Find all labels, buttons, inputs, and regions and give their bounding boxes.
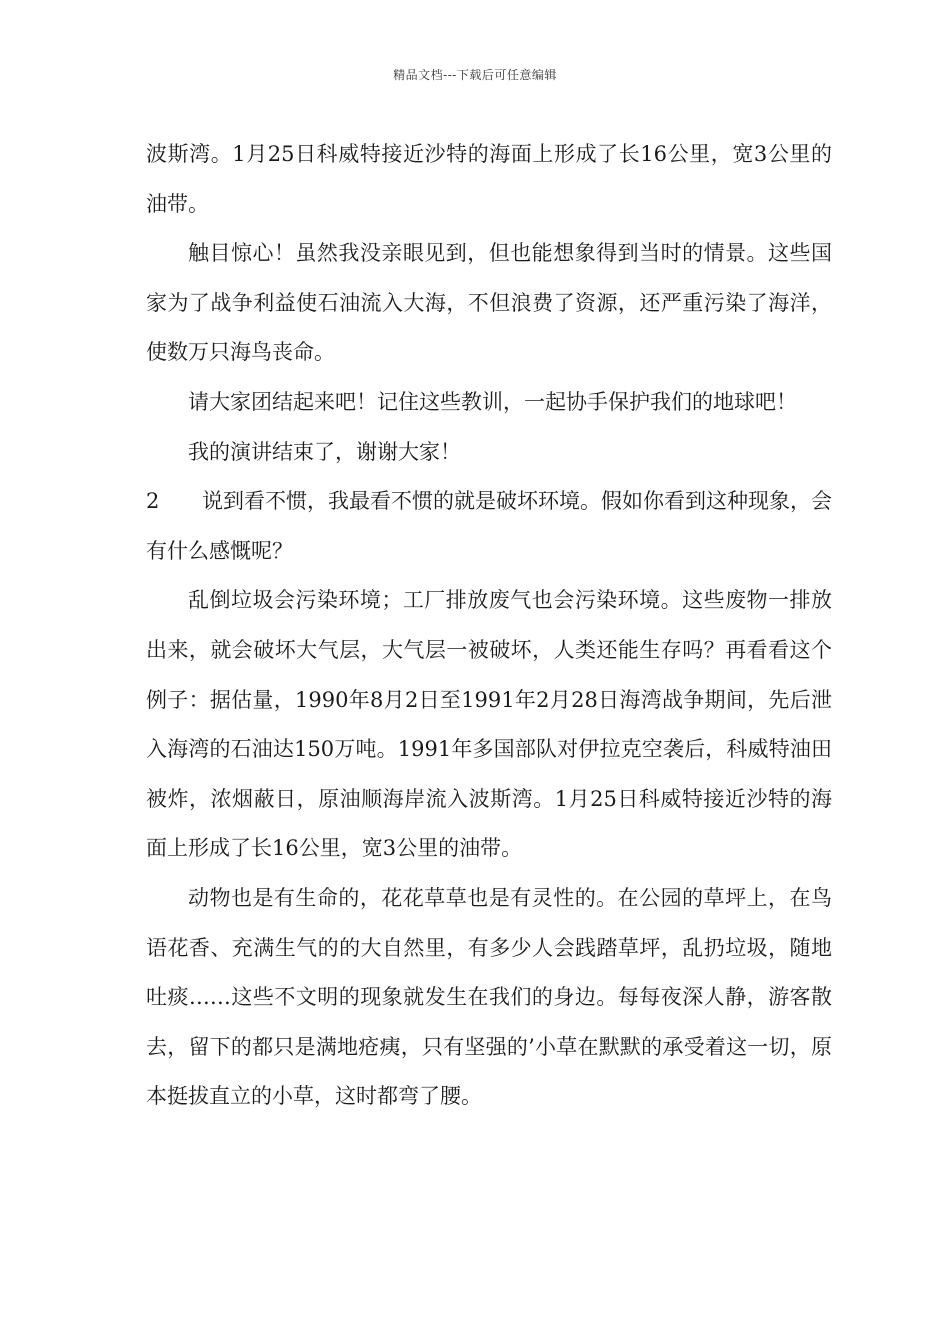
paragraph: 动物也是有生命的，花花草草也是有灵性的。在公园的草坪上，在鸟语花香、充满生气的的大自然里，有多少人会践踏草坪，乱扔垃圾，随地吐痰……这些不文明的现象就发生在我们的身边。每每夜深人静，游客散去，留下的都只是满地疮痍，只有坚强的’小草在默默的承受着这一切，原本挺拔直立的小草，这时都弯了腰。	[146, 885, 832, 1109]
paragraph: 波斯湾。1月25日科威特接近沙特的海面上形成了长16公里，宽3公里的油带。	[146, 142, 832, 216]
paragraph: 我的演讲结束了，谢谢大家！	[188, 439, 461, 464]
paragraph: 请大家团结起来吧！记住这些教训，一起协手保护我们的地球吧！	[188, 389, 797, 414]
page-header: 精品文档---下载后可任意编辑	[393, 68, 557, 82]
paragraph-text: 说到看不惯，我最看不惯的就是破坏环境。假如你看到这种现象，会有什么感慨呢？	[146, 489, 832, 563]
document-body	[146, 130, 832, 1122]
section-number: 2	[146, 489, 160, 514]
paragraph: 乱倒垃圾会污染环境；工厂排放废气也会污染环境。这些废物一排放出来，就会破坏大气层，大气层一被破坏，人类还能生存吗？再看看这个例子：据估量，1990年8月2日至1991年2月28日海湾战争期间，先后泄入海湾的石油达150万吨。1991年多国部队对伊拉克空袭后，科威特油田被炸，浓烟蔽日，原油顺海岸流入波斯湾。1月25日科威特接近沙特的海面上形成了长16公里，宽3公里的油带。	[146, 588, 832, 861]
numbered-paragraph	[146, 477, 832, 576]
paragraph: 触目惊心！虽然我没亲眼见到，但也能想象得到当时的情景。这些国家为了战争利益使石油流入大海，不但浪费了资源，还严重污染了海洋，使数万只海鸟丧命。	[146, 241, 832, 365]
